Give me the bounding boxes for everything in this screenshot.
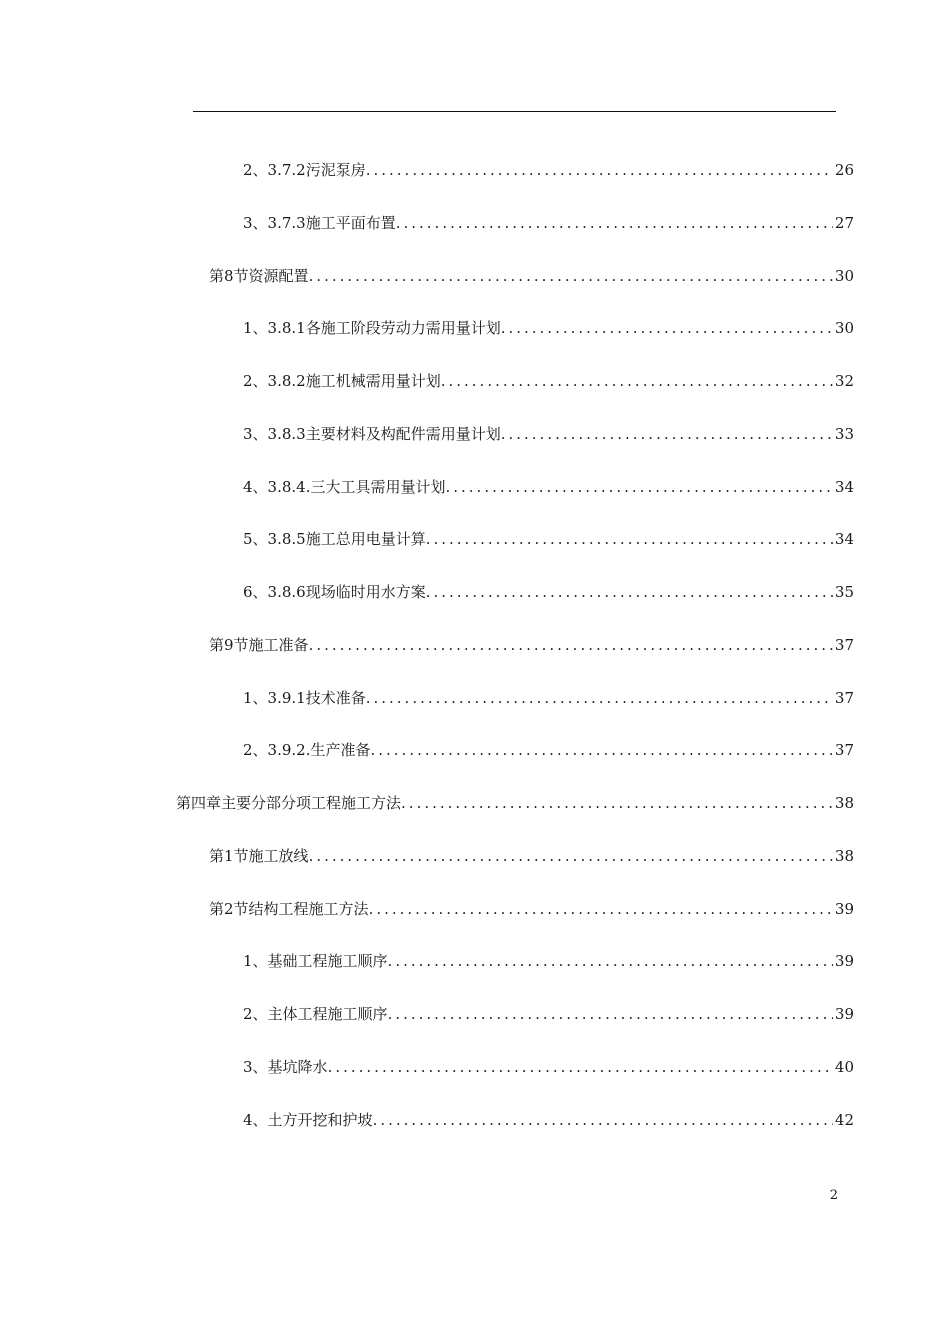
toc-dot-leader	[309, 844, 833, 868]
toc-entry-title: 基础工程施工顺序	[267, 952, 388, 970]
toc-entry-number: 2、	[243, 161, 268, 179]
toc-entry[interactable]	[243, 580, 854, 604]
toc-entry[interactable]	[243, 475, 854, 499]
toc-entry-title: 3.9.2.生产准备	[267, 741, 371, 759]
toc-dot-leader	[309, 264, 833, 288]
toc-entry-title: 3.8.4.三大工具需用量计划	[267, 478, 446, 496]
toc-entry-page: 39	[834, 952, 854, 970]
toc-entry-number: 第四章	[176, 794, 222, 812]
footer-page-number: 2	[829, 1188, 838, 1203]
toc-entry[interactable]	[243, 369, 854, 393]
toc-dot-leader	[401, 791, 833, 815]
toc-entry-number: 第9节	[209, 636, 249, 654]
toc-entry[interactable]	[243, 527, 854, 551]
toc-entry[interactable]	[243, 686, 854, 710]
toc-entry-title: 3.8.1各施工阶段劳动力需用量计划	[267, 319, 501, 337]
toc-dot-leader	[370, 738, 832, 762]
toc-entry[interactable]	[243, 316, 854, 340]
toc-entry-title: 基坑降水	[267, 1058, 328, 1076]
toc-entry[interactable]	[243, 1055, 854, 1079]
toc-entry-title: 3.8.5施工总用电量计算	[267, 530, 426, 548]
toc-entry[interactable]	[243, 949, 854, 973]
toc-entry-page: 37	[834, 689, 854, 707]
toc-entry[interactable]	[243, 1002, 854, 1026]
toc-dot-leader	[441, 369, 833, 393]
toc-dot-leader	[501, 422, 833, 446]
toc-entry-page: 38	[834, 847, 854, 865]
toc-entry-page: 30	[834, 267, 854, 285]
toc-entry-page: 30	[834, 319, 854, 337]
toc-entry-title: 土方开挖和护坡	[267, 1111, 373, 1129]
toc-dot-leader	[369, 897, 833, 921]
toc-entry[interactable]	[176, 791, 854, 815]
toc-entry-title: 3.9.1技术准备	[267, 689, 366, 707]
toc-entry-page: 33	[834, 425, 854, 443]
toc-entry-number: 第2节	[209, 900, 249, 918]
toc-entry-number: 第8节	[209, 267, 249, 285]
toc-dot-leader	[366, 158, 833, 182]
toc-dot-leader	[388, 949, 833, 973]
toc-entry-page: 37	[834, 741, 854, 759]
toc-entry-title: 施工放线	[248, 847, 309, 865]
toc-dot-leader	[426, 527, 833, 551]
toc-entry-number: 4、	[243, 478, 268, 496]
toc-entry[interactable]	[243, 1108, 854, 1132]
toc-dot-leader	[445, 475, 832, 499]
toc-entry-number: 1、	[243, 952, 268, 970]
toc-dot-leader	[396, 211, 833, 235]
toc-entry-title: 结构工程施工方法	[248, 900, 369, 918]
toc-entry-number: 3、	[243, 1058, 268, 1076]
toc-entry-page: 38	[834, 794, 854, 812]
toc-entry-title: 3.8.3主要材料及构配件需用量计划	[267, 425, 501, 443]
toc-entry-page: 34	[834, 478, 854, 496]
toc-entry-number: 5、	[243, 530, 268, 548]
toc-entry-page: 42	[834, 1111, 854, 1129]
toc-dot-leader	[328, 1055, 833, 1079]
toc-entry[interactable]	[209, 264, 854, 288]
toc-entry-page: 37	[834, 636, 854, 654]
toc-dot-leader	[373, 1108, 833, 1132]
toc-entry-page: 35	[834, 583, 854, 601]
toc-entry-page: 39	[834, 900, 854, 918]
toc-entry-page: 27	[834, 214, 854, 232]
toc-entry-title: 3.8.6现场临时用水方案	[267, 583, 426, 601]
toc-entry[interactable]	[243, 211, 854, 235]
toc-entry-number: 第1节	[209, 847, 249, 865]
toc-entry-title: 施工准备	[248, 636, 309, 654]
toc-entry-number: 2、	[243, 741, 268, 759]
toc-dot-leader	[426, 580, 833, 604]
toc-entry-page: 34	[834, 530, 854, 548]
toc-entry-number: 1、	[243, 689, 268, 707]
toc-entry-number: 2、	[243, 372, 268, 390]
toc-entry[interactable]	[209, 844, 854, 868]
toc-entry-title: 资源配置	[248, 267, 309, 285]
toc-dot-leader	[309, 633, 833, 657]
toc-entry-page: 32	[834, 372, 854, 390]
toc-entry-title: 3.8.2施工机械需用量计划	[267, 372, 441, 390]
toc-entry[interactable]	[243, 158, 854, 182]
toc-entry-title: 主要分部分项工程施工方法	[221, 794, 402, 812]
toc-entry-number: 4、	[243, 1111, 268, 1129]
toc-entry[interactable]	[209, 897, 854, 921]
toc-dot-leader	[501, 316, 833, 340]
toc-dot-leader	[366, 686, 833, 710]
toc-entry-page: 40	[834, 1058, 854, 1076]
toc-entry-title: 3.7.3施工平面布置	[267, 214, 396, 232]
toc-entry-number: 2、	[243, 1005, 268, 1023]
toc-entry[interactable]	[243, 738, 854, 762]
toc-entry-title: 主体工程施工顺序	[267, 1005, 388, 1023]
toc-entry-number: 3、	[243, 425, 268, 443]
toc-entry-number: 6、	[243, 583, 268, 601]
toc-entry[interactable]	[209, 633, 854, 657]
toc-entry-number: 1、	[243, 319, 268, 337]
toc-entry-page: 39	[834, 1005, 854, 1023]
toc-dot-leader	[388, 1002, 833, 1026]
toc-entry[interactable]	[243, 422, 854, 446]
toc-entry-title: 3.7.2污泥泵房	[267, 161, 366, 179]
toc-entry-number: 3、	[243, 214, 268, 232]
toc-entry-page: 26	[834, 161, 854, 179]
